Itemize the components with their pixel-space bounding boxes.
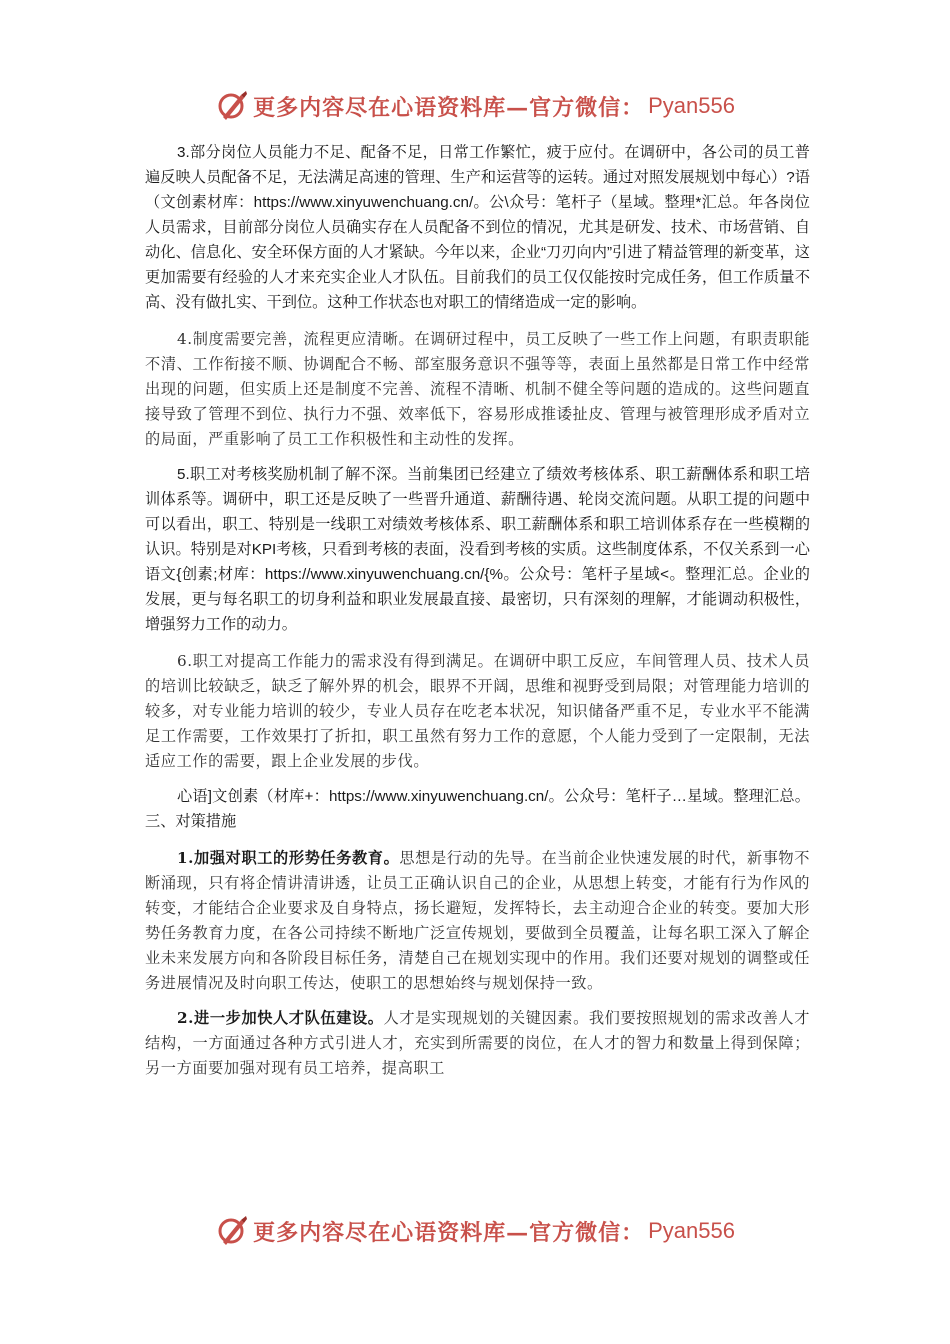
banner-text: 更多内容尽在心语资料库—官方微信：: [253, 94, 645, 121]
paragraph-4: 4.制度需要完善，流程更应清晰。在调研过程中，员工反映了一些工作上问题，有职责职能不清、工作衔接不顺、协调配合不畅、部室服务意识不强等等，表面上虽然都是日常工作中经常出现的问题，但实质上还是制度不完善、流程不清晰、机制不健全等问题的造成的。这些问题直接导致了管理不到位、执行力不强、效率低下，容易形成推诿扯皮、管理与被管理形成矛盾对立的局面，严重影响了员工工作积极性和主动性的发挥。: [145, 330, 810, 448]
paragraph-9-text: 人才是实现规划的关键因素。我们要按照规划的需求改善人才结构，一方面通过各种方式引进人才，充实到所需要的岗位，在人才的智力和数量上得到保障；另一方面要加强对现有员工培养，提高职工: [145, 1009, 810, 1077]
paragraph-7: 心语]文创素（材库+：https://www.xinyuwenchuang.cn/。公众号：笔杆子…星域。整理汇总。三、对策措施: [145, 788, 810, 830]
wechat-handle: Pyan556: [648, 1218, 735, 1243]
paragraph-9: [145, 1006, 810, 1081]
paragraph-8-text: 思想是行动的先导。在当前企业快速发展的时代，新事物不断涌现，只有将企情讲清讲透，让员工正确认识自己的企业，从思想上转变，才能有行为作风的转变，才能结合企业要求及自身特点，扬长避短，发挥特长，去主动迎合企业的转变。要加大形势任务教育力度，在各公司持续不断地广泛宣传规划，要做到全员覆盖，让每名职工深入了解企业未来发展方向和各阶段目标任务，清楚自己在规划实现中的作用。我们还要对规划的调整或任务进展情况及时向职工传达，使职工的思想始终与规划保持一致。: [145, 849, 810, 992]
paragraph-9-heading: 2.进一步加快人才队伍建设。: [177, 1009, 384, 1027]
paragraph-5: 5.职工对考核奖励机制了解不深。当前集团已经建立了绩效考核体系、职工薪酬体系和职工培训体系等。调研中，职工还是反映了一些晋升通道、薪酬待遇、轮岗交流问题。从职工提的问题中可以看出，职工、特别是一线职工对绩效考核体系、职工薪酬体系和职工培训体系存在一些模糊的认识。特别是对KPI考核，只看到考核的表面，没看到考核的实质。这些制度体系，不仅关系到一心语文{创素;材库：https://www.xinyuwenchuang.cn/{%。公众号：笔杆子星域<。整理汇总。企业的发展，更与每名职工的切身利益和职业发展最直接、最密切，只有深刻的理解，才能调动积极性，增强努力工作的动力。: [145, 466, 810, 633]
paragraph-8-heading: 1.加强对职工的形势任务教育。: [177, 849, 400, 867]
wechat-handle: Pyan556: [648, 93, 735, 118]
pen-logo-icon: [215, 1214, 249, 1248]
footer-banner: [0, 1211, 950, 1251]
paragraph-6: 6.职工对提高工作能力的需求没有得到满足。在调研中职工反应，车间管理人员、技术人员的培训比较缺乏，缺乏了解外界的机会，眼界不开阔，思维和视野受到局限；对管理能力培训的较多，对专业能力培训的较少，专业人员存在吃老本状况，知识储备严重不足，专业水平不能满足工作需要，工作效果打了折扣，职工虽然有努力工作的意愿，个人能力受到了一定限制，无法适应工作的需要，跟上企业发展的步伐。: [145, 652, 810, 770]
document-body: [145, 140, 810, 1091]
banner-text: 更多内容尽在心语资料库—官方微信：: [253, 1219, 645, 1246]
paragraph-8: [145, 846, 810, 996]
header-banner: [0, 86, 950, 126]
pen-logo-icon: [215, 89, 249, 123]
paragraph-3: 3.部分岗位人员能力不足、配备不足，日常工作繁忙，疲于应付。在调研中，各公司的员工普遍反映人员配备不足，无法满足高速的管理、生产和运营等的运转。通过对照发展规划中每心）?语（文创素材库：https://www.xinyuwenchuang.cn/。公\众号：笔杆子（星域。整理*汇总。年各岗位人员需求，目前部分岗位人员确实存在人员配备不到位的情况，尤其是研发、技术、市场营销、自动化、信息化、安全环保方面的人才紧缺。今年以来，企业“刀刃向内”引进了精益管理的新变革，这更加需要有经验的人才来充实企业人才队伍。目前我们的员工仅仅能按时完成任务，但工作质量不高、没有做扎实、干到位。这种工作状态也对职工的情绪造成一定的影响。: [145, 144, 810, 311]
